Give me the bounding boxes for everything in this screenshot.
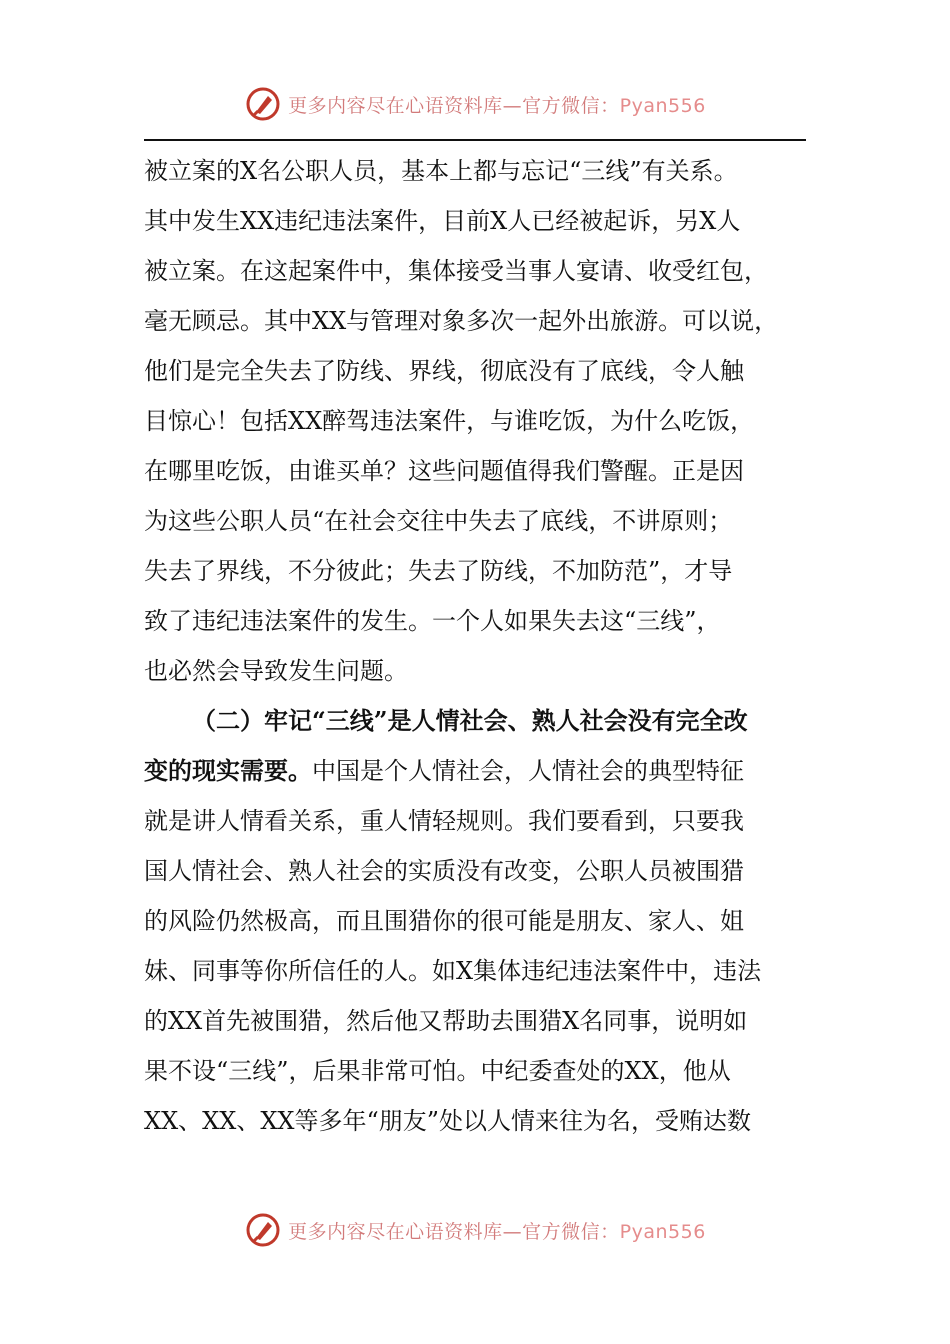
footer-banner — [0, 1208, 950, 1252]
text-line: 果不设“三线”，后果非常可怕。中纪委查处的XX，他从 — [144, 1057, 731, 1085]
section-heading-end: 变的现实需要。 — [144, 756, 312, 785]
text-line: XX、XX、XX等多年“朋友”处以人情来往为名，受贿达数 — [144, 1107, 752, 1135]
pen-nib-logo-icon — [244, 85, 282, 123]
header-banner — [0, 82, 950, 126]
banner-text — [288, 1217, 706, 1244]
banner-caption: 更多内容尽在心语资料库—官方微信： — [288, 94, 620, 117]
document-body — [144, 146, 809, 1146]
text-line: 致了违纪违法案件的发生。一个人如果失去这“三线”， — [144, 607, 721, 635]
text-line: 其中发生XX违纪违法案件，目前X人已经被起诉，另X人 — [144, 207, 741, 235]
text-line: 毫无顾忌。其中XX与管理对象多次一起外出旅游。可以说， — [144, 307, 779, 335]
text-line: 国人情社会、熟人社会的实质没有改变，公职人员被围猎 — [144, 857, 744, 885]
text-line: 妹、同事等你所信任的人。如X集体违纪违法案件中，违法 — [144, 957, 762, 985]
text-line: 就是讲人情看关系，重人情轻规则。我们要看到，只要我 — [144, 807, 744, 835]
text-line: 的风险仍然极高，而且围猎你的很可能是朋友、家人、姐 — [144, 907, 744, 935]
pen-nib-logo-icon — [244, 1211, 282, 1249]
text-line: 被立案的X名公职人员，基本上都与忘记“三线”有关系。 — [144, 157, 738, 185]
header-divider — [144, 139, 806, 141]
section-heading-text: （二）牢记“三线”是人情社会、熟人社会没有完全改 — [192, 706, 748, 735]
paragraph-start: 中国是个人情社会，人情社会的典型特征 — [312, 757, 744, 785]
wechat-id: Pyan556 — [619, 1220, 706, 1243]
wechat-id: Pyan556 — [619, 94, 706, 117]
banner-text — [288, 91, 706, 118]
text-line: 也必然会导致发生问题。 — [144, 657, 408, 685]
text-line: 目惊心！包括XX醉驾违法案件，与谁吃饭，为什么吃饭， — [144, 407, 755, 435]
text-line: 失去了界线，不分彼此；失去了防线，不加防范”，才导 — [144, 557, 733, 585]
banner-caption: 更多内容尽在心语资料库—官方微信： — [288, 1220, 620, 1243]
text-line: 他们是完全失去了防线、界线，彻底没有了底线，令人触 — [144, 357, 744, 385]
text-line: 在哪里吃饭，由谁买单？这些问题值得我们警醒。正是因 — [144, 457, 744, 485]
text-line: 的XX首先被围猎，然后他又帮助去围猎X名同事，说明如 — [144, 1007, 748, 1035]
text-line: 被立案。在这起案件中，集体接受当事人宴请、收受红包， — [144, 257, 768, 285]
section-heading-continued — [144, 746, 809, 796]
text-line: 为这些公职人员“在社会交往中失去了底线，不讲原则； — [144, 507, 733, 535]
section-heading — [144, 696, 809, 746]
